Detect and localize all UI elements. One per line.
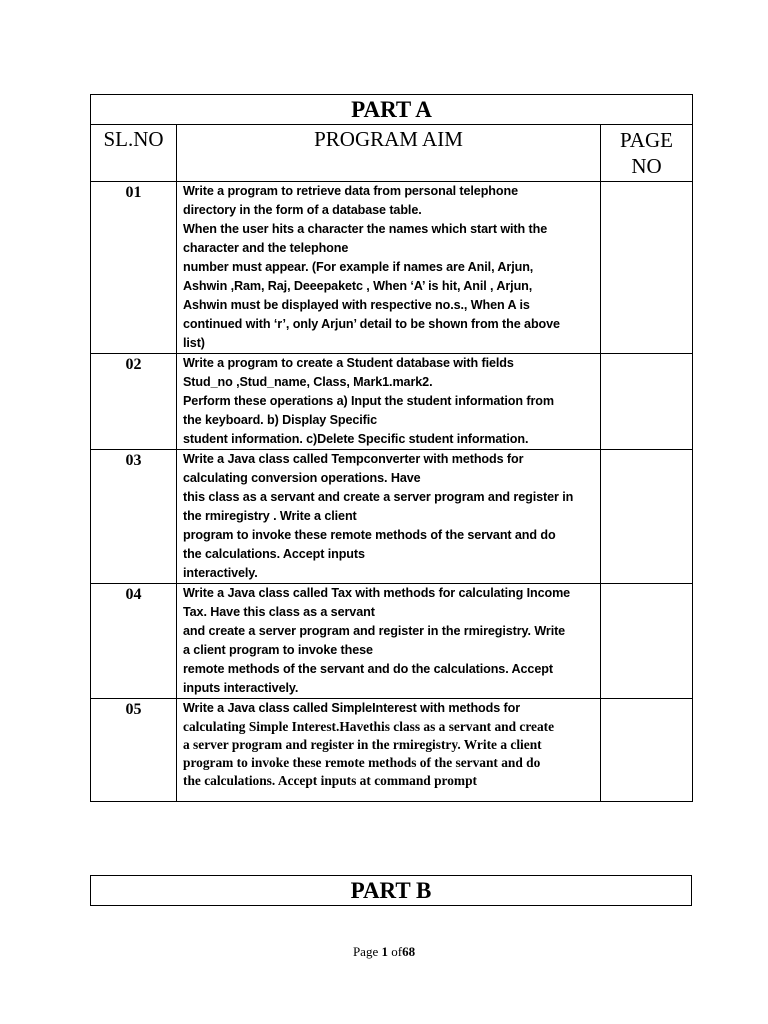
page-no-cell (601, 182, 693, 354)
program-aim-cell (177, 450, 601, 584)
aim-line: list) (183, 336, 205, 350)
aim-line: calculating Simple Interest.Havethis class as a servant and create (183, 719, 555, 734)
table-row (91, 354, 693, 450)
header-sl-no: SL.NO (91, 125, 177, 182)
aim-line: number must appear. (For example if names are Anil, Arjun, (183, 260, 534, 274)
table-row (91, 584, 693, 699)
aim-line: Write a program to create a Student database with fields (183, 356, 514, 370)
row-number: 03 (91, 450, 177, 584)
row-number: 02 (91, 354, 177, 450)
aim-line: student information. c)Delete Specific student information. (183, 432, 529, 446)
part-a-table (90, 94, 693, 802)
aim-line: program to invoke these remote methods of the servant and do (183, 528, 556, 542)
aim-line: the keyboard. b) Display Specific (183, 413, 378, 427)
aim-line: Perform these operations a) Input the student information from (183, 394, 554, 408)
aim-line: the rmiregistry . Write a client (183, 509, 357, 523)
table-row (91, 450, 693, 584)
aim-line: a client program to invoke these (183, 643, 373, 657)
header-program-aim: PROGRAM AIM (177, 125, 601, 182)
aim-line: When the user hits a character the names which start with the (183, 222, 548, 236)
header-row (91, 125, 693, 182)
row-number: 01 (91, 182, 177, 354)
aim-line: the calculations. Accept inputs at command prompt (183, 773, 477, 788)
header-page-no-line2: NO (631, 154, 662, 178)
aim-line: Ashwin ,Ram, Raj, Deeepaketc , When ‘A’ is hit, Anil , Arjun, (183, 279, 533, 293)
aim-line: program to invoke these remote methods of the servant and do (183, 755, 541, 770)
row-number: 05 (91, 699, 177, 802)
part-b-title: PART B (90, 875, 692, 906)
program-aim-cell (177, 699, 601, 802)
aim-line: a server program and register in the rmiregistry. Write a client (183, 737, 542, 752)
footer-page-word: Page (352, 944, 379, 959)
program-aim-cell (177, 584, 601, 699)
footer-current-page: 1 (381, 944, 388, 959)
part-a-title: PART A (91, 95, 693, 125)
table-row (91, 182, 693, 354)
aim-line: the calculations. Accept inputs (183, 547, 365, 561)
program-aim-cell (177, 182, 601, 354)
footer-total-pages: 68 (402, 944, 416, 959)
aim-line: directory in the form of a database table. (183, 203, 422, 217)
footer-of-word: of (391, 944, 403, 959)
aim-line: and create a server program and register in the rmiregistry. Write (183, 624, 566, 638)
page-no-cell (601, 354, 693, 450)
aim-line: Tax. Have this class as a servant (183, 605, 375, 619)
header-page-no (601, 125, 693, 182)
aim-line: inputs interactively. (183, 681, 299, 695)
aim-line: Write a program to retrieve data from personal telephone (183, 184, 518, 198)
aim-line: Write a Java class called Tempconverter with methods for (183, 452, 524, 466)
aim-line: continued with ‘r’, only Arjun’ detail to be shown from the above (183, 317, 560, 331)
page-no-cell (601, 584, 693, 699)
page-no-cell (601, 699, 693, 802)
aim-line: interactively. (183, 566, 258, 580)
part-a-title-row (91, 95, 693, 125)
aim-line: Ashwin must be displayed with respective no.s., When A is (183, 298, 530, 312)
aim-line: remote methods of the servant and do the calculations. Accept (183, 662, 553, 676)
aim-line: Stud_no ,Stud_name, Class, Mark1.mark2. (183, 375, 433, 389)
header-page-no-line1: PAGE (620, 128, 673, 152)
aim-line: this class as a servant and create a server program and register in (183, 490, 574, 504)
page-footer (0, 944, 768, 960)
aim-line: Write a Java class called SimpleInterest with methods for (183, 701, 521, 715)
aim-line: Write a Java class called Tax with methods for calculating Income (183, 586, 571, 600)
aim-line: calculating conversion operations. Have (183, 471, 421, 485)
program-aim-cell (177, 354, 601, 450)
row-number: 04 (91, 584, 177, 699)
table-row (91, 699, 693, 802)
page-no-cell (601, 450, 693, 584)
aim-line: character and the telephone (183, 241, 349, 255)
